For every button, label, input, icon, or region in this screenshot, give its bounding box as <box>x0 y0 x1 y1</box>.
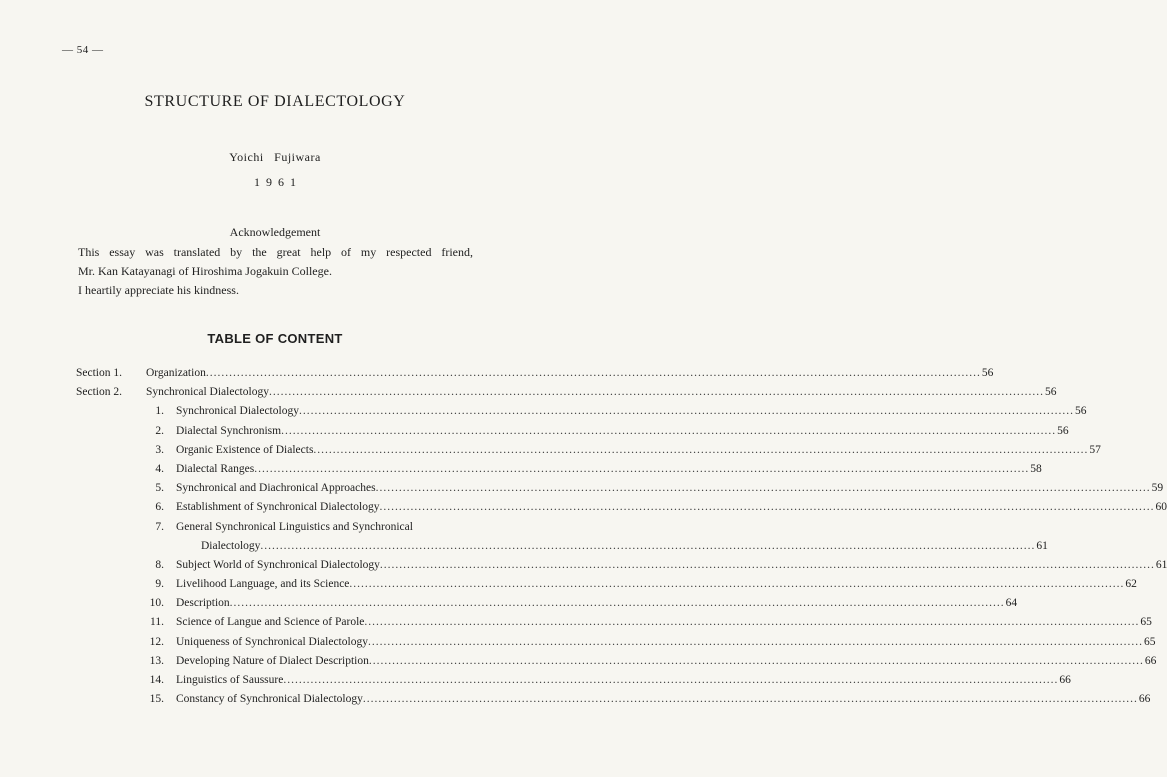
toc-dot-leader: ........................................................................................................................................................................................................ <box>298 405 1074 418</box>
toc-dot-leader: ........................................................................................................................................................................................................ <box>367 635 1143 648</box>
toc-dot-leader: ........................................................................................................................................................................................................ <box>379 501 1155 514</box>
toc-entry-number: 9. <box>155 578 164 591</box>
toc-entry-title: General Synchronical Linguistics and Synchronical <box>176 520 413 533</box>
toc-page-number: 59 <box>1151 482 1164 495</box>
toc-page-number: 61 <box>1155 558 1167 571</box>
toc-entry-number: 14. <box>149 674 164 686</box>
acknowledgement-heading: Acknowledgement <box>229 225 321 239</box>
publication-year: 1961 <box>254 175 302 189</box>
toc-page-number: 56 <box>981 367 994 379</box>
toc-entry-title: Synchronical and Diachronical Approaches <box>176 482 376 495</box>
toc-entry-title: Dialectology <box>201 539 261 552</box>
toc-dot-leader: ........................................................................................................................................................................................................ <box>379 558 1155 571</box>
toc-page-number: 65 <box>1140 616 1152 629</box>
toc-entry-title: Description <box>176 597 230 610</box>
toc-row <box>76 460 1042 479</box>
toc-entry-title: Uniqueness of Synchronical Dialectology <box>176 635 368 648</box>
toc-entry-title: Organization <box>146 367 206 379</box>
toc-row <box>76 556 1167 575</box>
toc-row <box>76 422 1069 441</box>
toc-page-number: 66 <box>1138 693 1151 706</box>
toc-entry-number: 8. <box>155 558 164 571</box>
toc-entry-title: Livelihood Language, and its Science <box>176 578 350 591</box>
toc-page-number: 62 <box>1125 578 1137 591</box>
acknowledgement-line: This essay was translated by the great help of my respected friend, <box>78 245 473 259</box>
acknowledgement-line: Mr. Kan Katayanagi of Hiroshima Jogakuin College. <box>78 264 332 278</box>
toc-dot-leader: ........................................................................................................................................................................................................ <box>281 424 1057 437</box>
toc-entry-number: 2. <box>155 424 164 437</box>
toc-row <box>76 441 1101 460</box>
toc-entry-title: Synchronical Dialectology <box>176 405 299 418</box>
toc-page-number: 61 <box>1036 539 1048 552</box>
page-number: — 54 — <box>62 44 104 56</box>
toc-page-number: 66 <box>1144 654 1157 667</box>
toc-page-number: 56 <box>1074 405 1087 418</box>
toc-row <box>76 594 1018 613</box>
toc-entry-title: Constancy of Synchronical Dialectology <box>176 693 363 706</box>
toc-dot-leader: ........................................................................................................................................................................................................ <box>362 693 1138 706</box>
toc-row <box>76 671 1071 690</box>
toc-row <box>76 652 1157 671</box>
toc-row <box>76 479 1164 498</box>
toc-entry-number: 11. <box>150 616 164 629</box>
toc-row <box>76 575 1137 594</box>
toc-entry-number: 10. <box>149 597 164 610</box>
toc-entry-title: Dialectal Ranges <box>176 462 255 475</box>
acknowledgement-line: I heartily appreciate his kindness. <box>78 283 239 297</box>
toc-entry-number: 12. <box>149 635 164 648</box>
toc-dot-leader: ........................................................................................................................................................................................................ <box>364 616 1140 629</box>
toc-entry-number: 6. <box>155 501 164 514</box>
toc-entry-title: Establishment of Synchronical Dialectology <box>176 501 380 514</box>
toc-dot-leader: ........................................................................................................................................................................................................ <box>375 482 1151 495</box>
toc-dot-leader: ........................................................................................................................................................................................................ <box>368 654 1144 667</box>
toc-entry-number: 7. <box>155 520 164 533</box>
toc-dot-leader: ........................................................................................................................................................................................................ <box>268 386 1044 399</box>
toc-entry-title: Synchronical Dialectology <box>146 386 269 399</box>
toc-entry-number: 3. <box>155 443 164 456</box>
toc-row <box>76 383 1057 402</box>
toc-page-number: 66 <box>1059 674 1071 686</box>
toc-row <box>76 402 1087 421</box>
toc-section-label: Section 2. <box>76 386 122 399</box>
toc-dot-leader: ........................................................................................................................................................................................................ <box>313 443 1089 456</box>
toc-entry-number: 13. <box>149 654 164 667</box>
toc-dot-leader: ........................................................................................................................................................................................................ <box>260 539 1036 552</box>
toc-entry-title: Subject World of Synchronical Dialectology <box>176 558 380 571</box>
acknowledgement-body <box>78 243 473 300</box>
toc-entry-title: Organic Existence of Dialects <box>176 443 314 456</box>
toc-dot-leader: ........................................................................................................................................................................................................ <box>229 597 1005 610</box>
toc-page-number: 56 <box>1044 386 1057 399</box>
toc-entry-title: Dialectal Synchronism <box>176 424 282 437</box>
toc-entry-title: Developing Nature of Dialect Description <box>176 654 369 667</box>
toc-row <box>76 364 994 383</box>
toc-page-number: 60 <box>1155 501 1167 514</box>
toc-page-number: 58 <box>1030 462 1042 475</box>
toc-page-number: 57 <box>1089 443 1101 456</box>
toc-section-label: Section 1. <box>76 367 122 379</box>
toc-entry-number: 15. <box>149 693 164 706</box>
toc-entry-title: Linguistics of Saussure <box>176 674 284 686</box>
toc-entry-number: 4. <box>155 462 164 475</box>
toc-row <box>76 498 1167 517</box>
toc-dot-leader: ........................................................................................................................................................................................................ <box>254 462 1030 475</box>
toc-page-number: 64 <box>1005 597 1018 610</box>
toc-row <box>76 518 468 537</box>
toc-dot-leader: ........................................................................................................................................................................................................ <box>349 578 1125 591</box>
toc-row <box>76 690 1151 709</box>
document-title: STRUCTURE OF DIALECTOLOGY <box>144 93 406 110</box>
table-of-contents <box>76 364 1167 709</box>
toc-entry-number: 1. <box>155 405 164 418</box>
toc-dot-leader: ........................................................................................................................................................................................................ <box>205 367 981 379</box>
toc-page-number: 65 <box>1143 635 1156 648</box>
toc-page-number: 56 <box>1057 424 1069 437</box>
toc-entry-number: 5. <box>155 482 164 495</box>
toc-dot-leader: ........................................................................................................................................................................................................ <box>283 674 1059 686</box>
toc-heading: TABLE OF CONTENT <box>207 331 343 346</box>
author-name: Yoichi Fujiwara <box>229 150 321 164</box>
toc-row <box>76 537 1048 556</box>
toc-row <box>76 613 1152 632</box>
toc-row <box>76 633 1156 652</box>
toc-entry-title: Science of Langue and Science of Parole <box>176 616 365 629</box>
